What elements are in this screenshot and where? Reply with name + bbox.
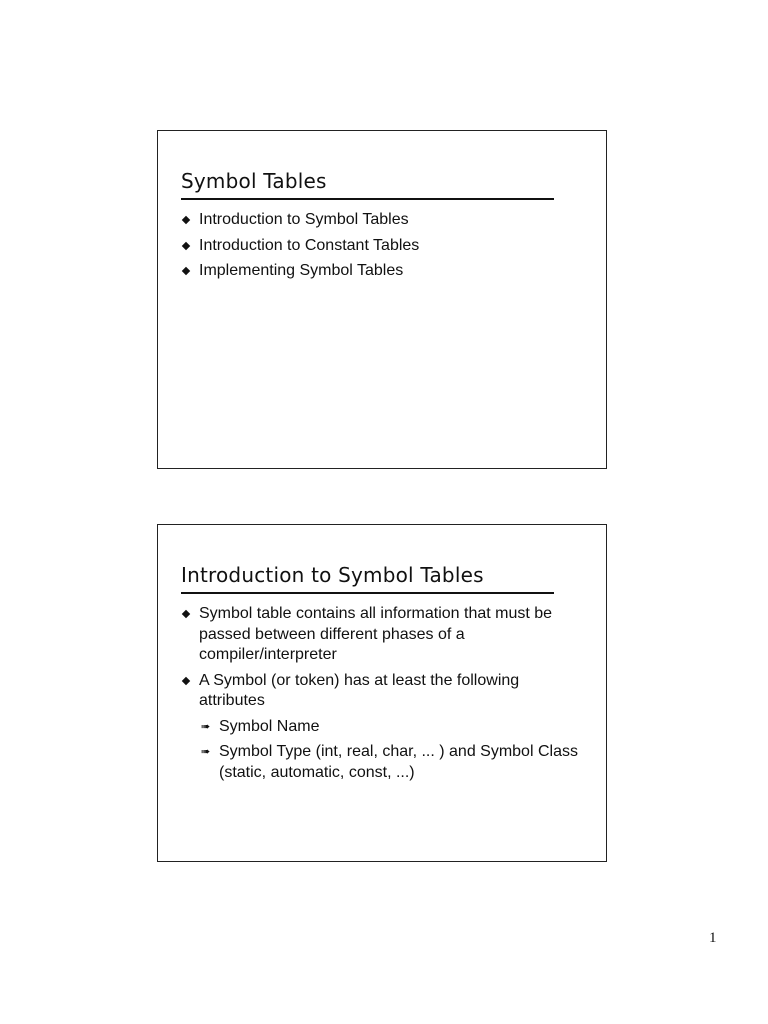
diamond-bullet-icon: [182, 267, 190, 275]
bullet-list: [181, 210, 581, 287]
bullet-text: Implementing Symbol Tables: [199, 262, 404, 279]
slide-1: [157, 130, 607, 469]
diamond-bullet-icon: [182, 610, 190, 618]
bullet-item: [181, 210, 581, 231]
bullet-text: A Symbol (or token) has at least the following attributes: [199, 671, 520, 709]
bullet-text: Symbol table contains all information that must be passed between different phases of a compiler/interpreter: [199, 605, 553, 663]
bullet-item: [181, 236, 581, 257]
title-underline: [181, 198, 554, 200]
page-number: 1: [709, 930, 717, 946]
bullet-list: [181, 604, 581, 788]
sub-bullet-text: Symbol Name: [219, 717, 320, 735]
bullet-item: [181, 604, 581, 666]
sub-bullet-item: [199, 717, 581, 738]
slide-title: Symbol Tables: [181, 169, 327, 193]
arrow-bullet-icon: ➠: [201, 746, 211, 758]
diamond-bullet-icon: [182, 676, 190, 684]
sub-bullet-item: [199, 742, 581, 783]
bullet-item: [181, 671, 581, 784]
slide-2: [157, 524, 607, 862]
sub-bullet-text: Symbol Type (int, real, char, ... ) and Symbol Class (static, automatic, const, ...): [219, 743, 578, 781]
slide-title: Introduction to Symbol Tables: [181, 563, 484, 587]
bullet-text: Introduction to Constant Tables: [199, 236, 420, 254]
sub-bullet-list: [199, 717, 581, 784]
title-underline: [181, 592, 554, 594]
bullet-item: [181, 261, 581, 282]
bullet-text: Introduction to Symbol Tables: [199, 211, 409, 228]
diamond-bullet-icon: [182, 216, 190, 224]
arrow-bullet-icon: ➠: [201, 720, 211, 733]
diamond-bullet-icon: [182, 241, 190, 249]
